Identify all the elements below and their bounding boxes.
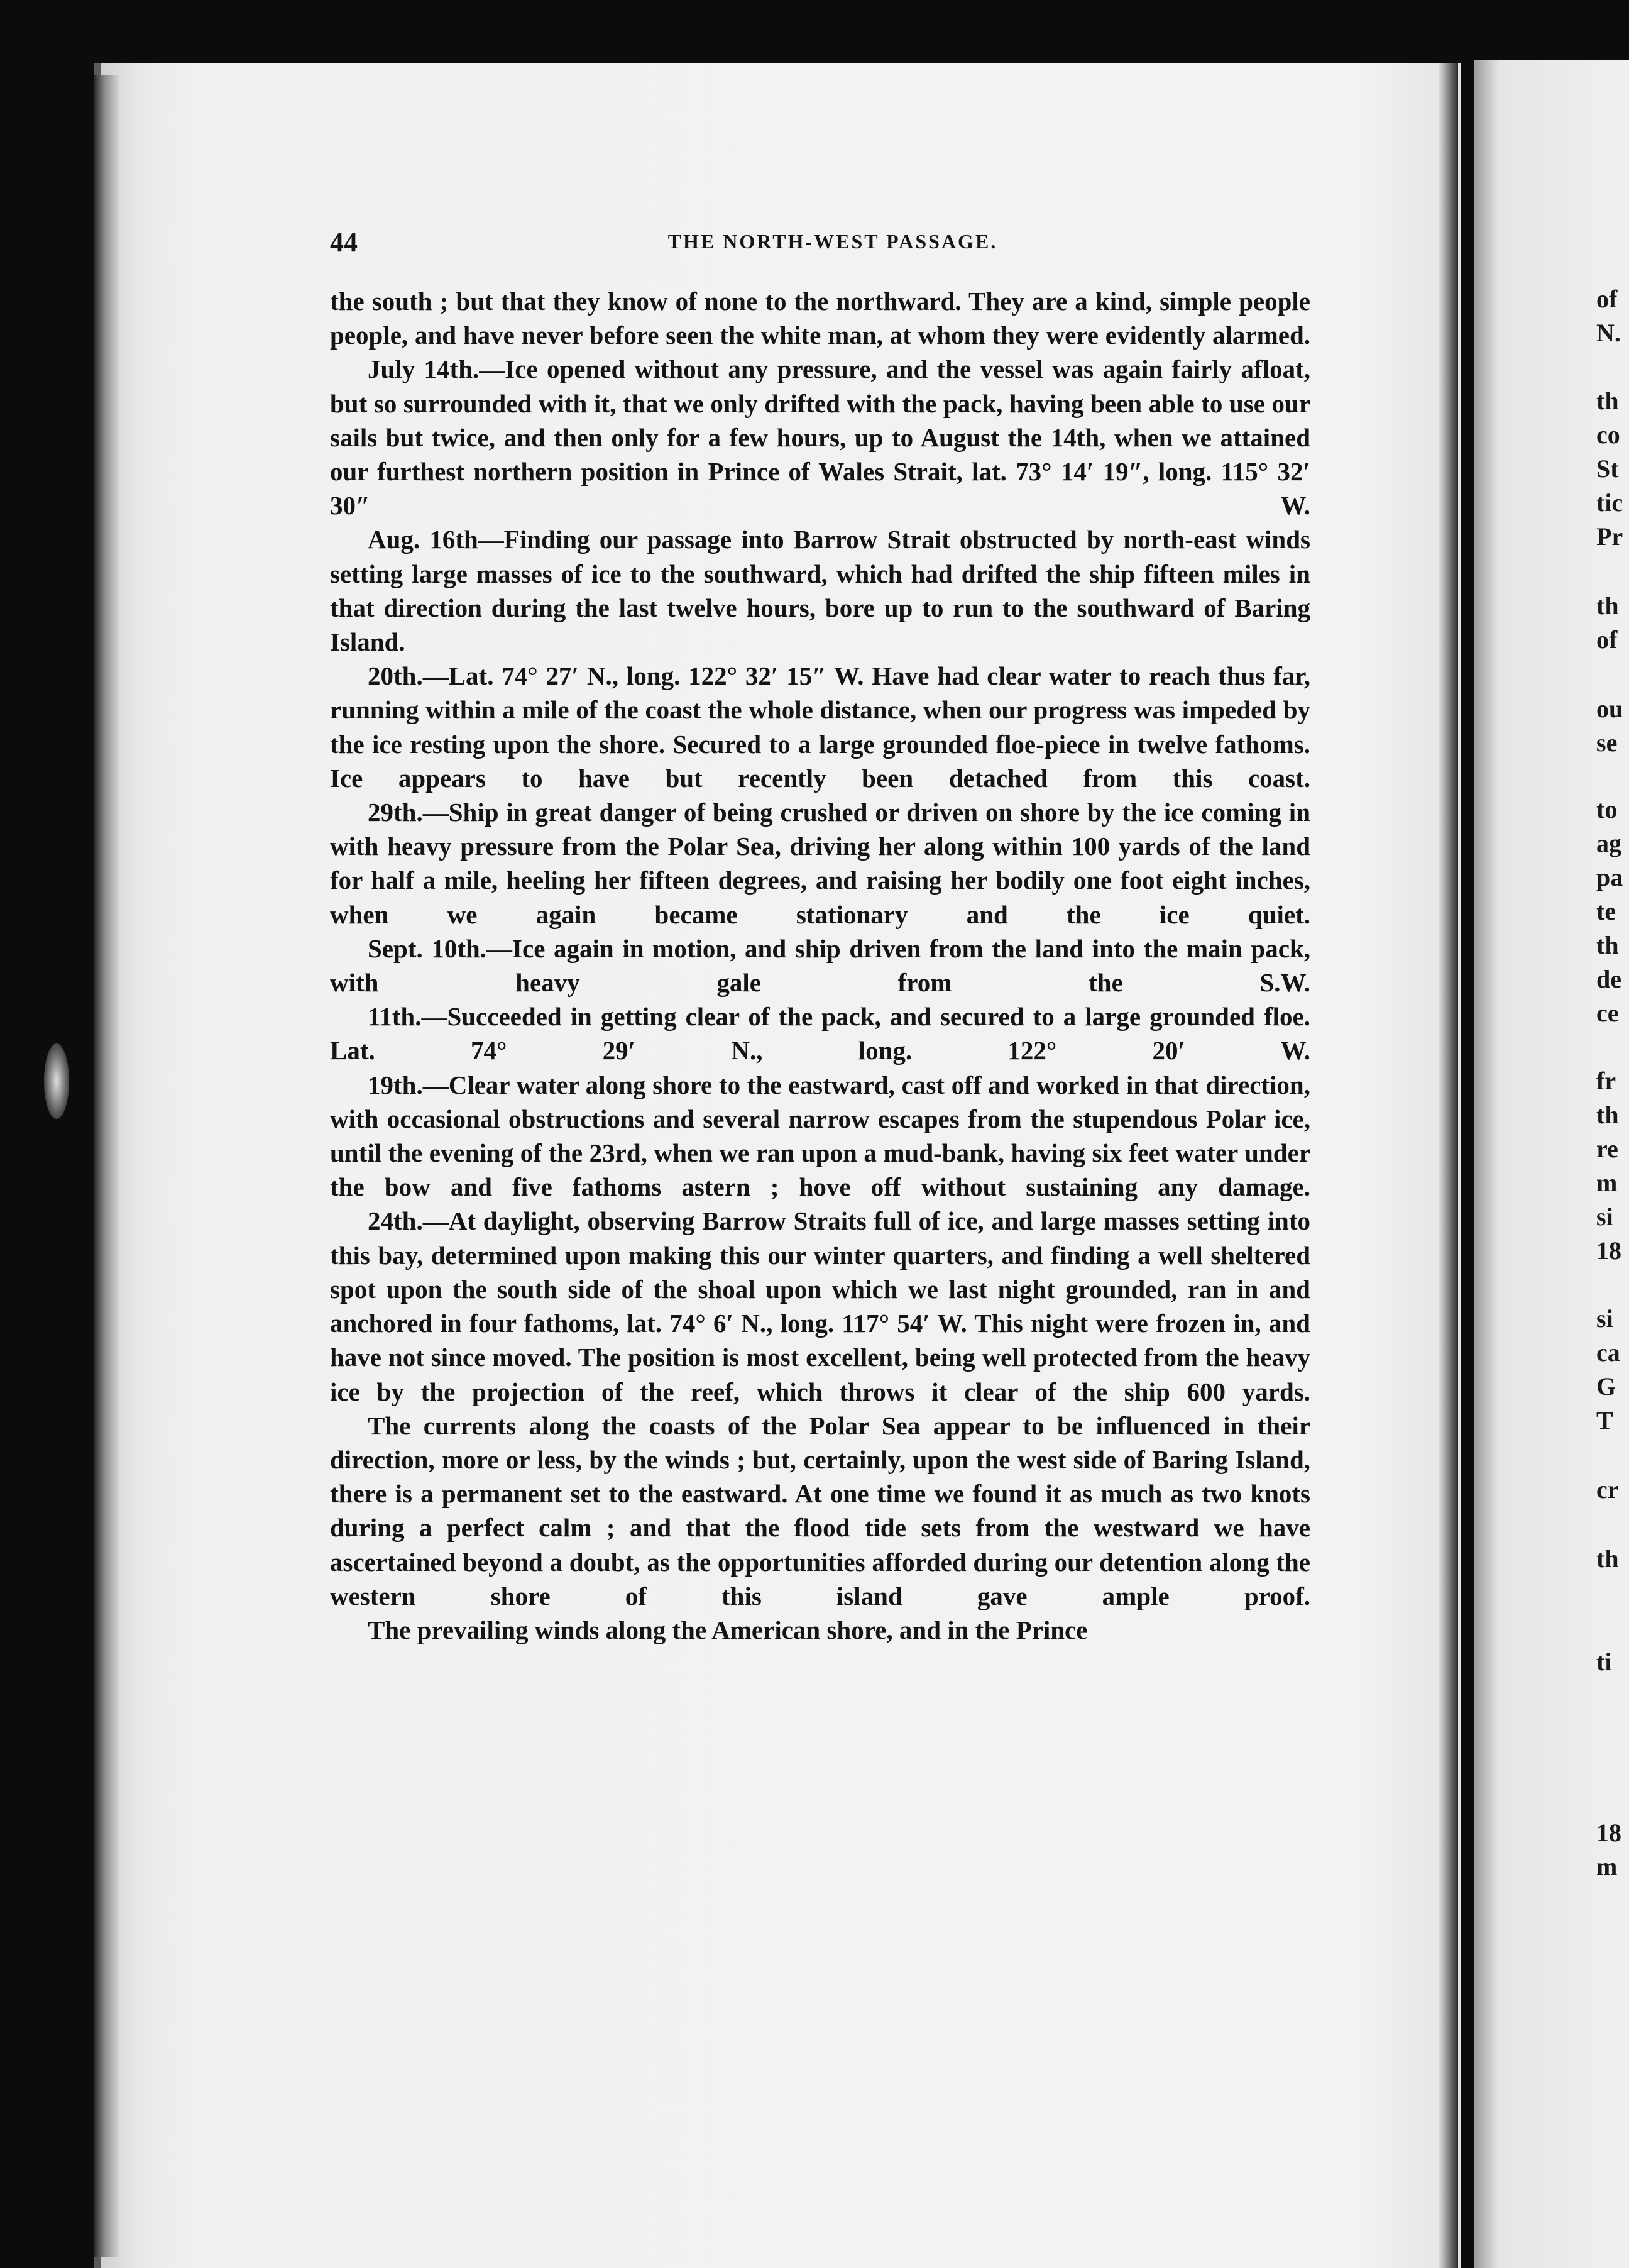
facing-fragment: m [1596,1169,1618,1197]
facing-fragment: ag [1596,829,1621,857]
facing-fragment: 18 [1596,1819,1621,1847]
binding-smudge [44,1043,69,1119]
facing-fragment: ce [1596,999,1619,1027]
facing-fragment: T [1596,1406,1613,1434]
page-edge-shadow [1439,63,1458,2268]
facing-fragment: of [1596,625,1618,654]
page-gutter-shadow [94,75,119,2257]
facing-fragment: to [1596,795,1618,823]
facing-fragment: 18 [1596,1236,1621,1265]
page-number: 44 [330,227,358,258]
paragraph: July 14th.—Ice opened without any pressure, and the vessel was again fairly afloat, but so surrounded with it, that we only drifted with the pack, having been able to use our sails but twice, and then only for a few hours, up to August the 14th, when we attained our furthest northern position in Prince of Wales Strait, lat. 73° 14′ 19″, long. 115° 32′ 30″ W. [330,355,1310,520]
facing-fragment: ca [1596,1338,1620,1367]
facing-fragment: re [1596,1135,1618,1163]
facing-fragment: N. [1596,319,1621,347]
facing-fragment: th [1596,387,1619,415]
facing-fragment: si [1596,1304,1613,1333]
paragraph: 11th.—Succeeded in getting clear of the pack, and secured to a large grounded floe. Lat. 74° 29′ N., long. 122° 20′ W. [330,1002,1310,1065]
facing-fragment: ti [1596,1648,1612,1676]
facing-fragment: te [1596,897,1616,925]
paragraph: The prevailing winds along the American shore, and in the Prince [368,1615,1088,1644]
paragraph: 29th.—Ship in great danger of being crushed or driven on shore by the ice coming in with heavy pressure from the Polar Sea, driving her along within 100 yards of the land for half a mile, heeling her fifteen degrees, and raising her bodily one foot eight inches, when we again became stationary and the ice quiet. [330,798,1310,929]
facing-fragment: G [1596,1372,1616,1401]
paragraph: Aug. 16th—Finding our passage into Barrow Strait obstructed by north-east winds setting large masses of ice to the southward, which had drifted the ship fifteen miles in that direction during the last twelve hours, bore up to run to the southward of Baring Island. [330,525,1310,657]
paragraph: 20th.—Lat. 74° 27′ N., long. 122° 32′ 15″ W. Have had clear water to reach thus far, running within a mile of the coast the whole distance, when our progress was impeded by the ice resting upon the shore. Secured to a large grounded floe-piece in twelve fathoms. Ice appears to have but recently been detached from this coast. [330,661,1310,793]
facing-fragment: fr [1596,1067,1616,1095]
body-text [330,284,1310,1647]
facing-fragment: th [1596,1544,1619,1573]
facing-fragment: pa [1596,863,1623,891]
facing-fragment: si [1596,1203,1613,1231]
paragraph: The currents along the coasts of the Polar Sea appear to be influenced in their direction, more or less, by the winds ; but, certainly, upon the west side of Baring Island, there is a permanent set to the eastward. At one time we found it as much as two knots during a perfect calm ; and that the flood tide sets from the westward we have ascertained beyond a doubt, as the opportunities afforded during our detention along the western shore of this island gave ample proof. [330,1411,1310,1610]
paragraph: 19th.—Clear water along shore to the eastward, cast off and worked in that direction, with occasional obstructions and several narrow escapes from the stupendous Polar ice, until the evening of the 23rd, when we ran upon a mud-bank, having six feet water under the bow and five fathoms astern ; hove off without sustaining any damage. [330,1070,1310,1202]
running-head [330,226,1310,264]
facing-fragment: th [1596,1101,1619,1129]
paragraph: the south ; but that they know of none to the northward. They are a kind, simple people people, and have never before seen the white man, at whom they were evidently alarmed. [330,287,1310,350]
facing-fragment: m [1596,1852,1618,1881]
paragraph: Sept. 10th.—Ice again in motion, and ship driven from the land into the main pack, with heavy gale from the S.W. [330,933,1310,998]
facing-fragment: co [1596,421,1620,449]
facing-fragment: de [1596,965,1621,993]
facing-fragment: cr [1596,1475,1619,1504]
facing-fragment: Pr [1596,522,1623,551]
facing-fragment: tic [1596,488,1623,517]
facing-fragment: St [1596,454,1619,483]
facing-fragment: ou [1596,695,1623,723]
facing-fragment: th [1596,931,1619,959]
facing-fragment: th [1596,592,1619,620]
paragraph: 24th.—At daylight, observing Barrow Straits full of ice, and large masses setting into this bay, determined upon making this our winter quarters, and finding a well sheltered spot upon the south side of the shoal upon which we last night grounded, ran in and anchored in four fathoms, lat. 74° 6′ N., long. 117° 54′ W. This night were frozen in, and have not since moved. The position is most excellent, being well protected from the heavy ice by the projection of the reef, which throws it clear of the ship 600 yards. [330,1206,1310,1406]
facing-fragment: se [1596,729,1618,757]
facing-fragment: of [1596,285,1618,313]
running-title: THE NORTH-WEST PASSAGE. [667,230,998,253]
